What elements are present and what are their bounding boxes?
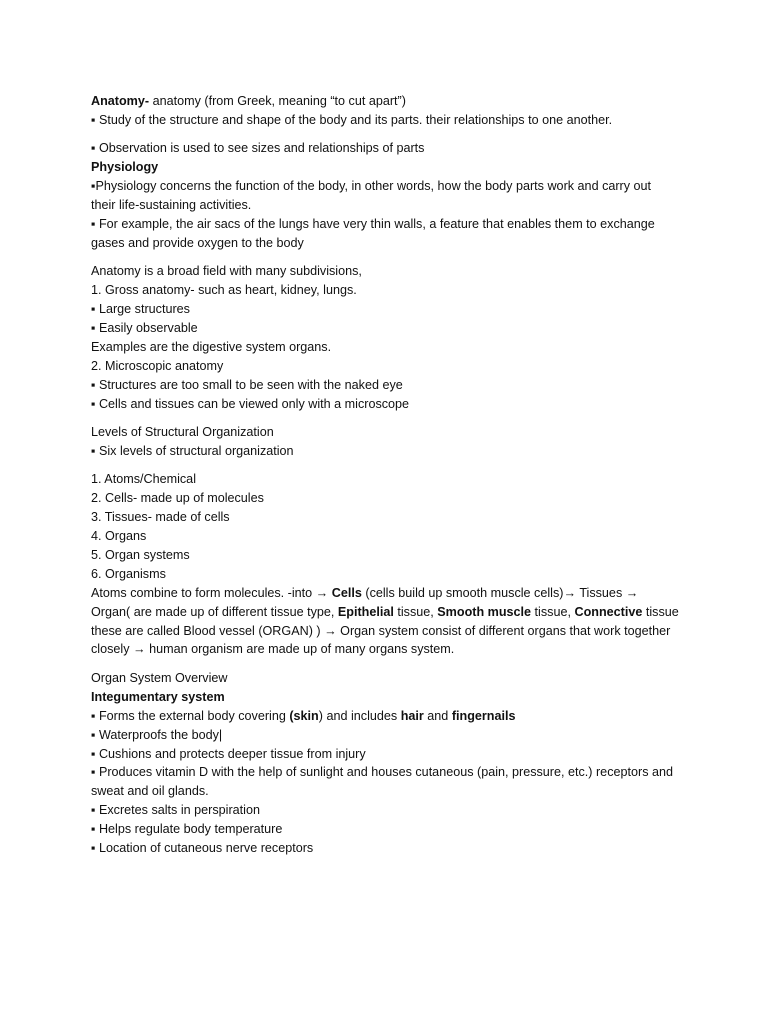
text-run: gases and provide oxygen to the body: [91, 235, 304, 250]
text-line: [91, 782, 691, 801]
text-line: [91, 527, 691, 546]
text-line: [91, 158, 691, 177]
text-line: [91, 839, 691, 858]
text-run: 3. Tissues- made of cells: [91, 510, 230, 525]
text-run: ▪ Large structures: [91, 302, 190, 317]
text-line: [91, 139, 691, 158]
text-line: [91, 234, 691, 253]
bold-text-run: fingernails: [451, 708, 516, 723]
text-line: [91, 357, 691, 376]
text-line: [91, 489, 691, 508]
text-line: [91, 508, 691, 527]
text-line: [91, 92, 691, 111]
text-line: [91, 111, 691, 130]
text-run: anatomy (from Greek, meaning “to cut apart”): [152, 94, 406, 108]
bold-text-run: Connective: [574, 604, 643, 619]
text-line: [91, 215, 691, 234]
text-run: Organ( are made up of different tissue type,: [91, 604, 338, 619]
text-run: these are called Blood vessel (ORGAN) ) → Organ system consist of different organs that work together: [91, 623, 671, 638]
text-line: [91, 640, 691, 659]
text-run: ▪ Cushions and protects deeper tissue from injury: [91, 746, 366, 761]
text-run: 2. Microscopic anatomy: [91, 358, 224, 373]
text-run: ▪ Easily observable: [91, 320, 198, 335]
bold-text-run: (skin: [289, 708, 319, 723]
text-line: [91, 546, 691, 565]
text-run: their life-sustaining activities.: [91, 198, 252, 213]
bold-text-run: Smooth muscle: [437, 604, 532, 619]
text-line: [91, 745, 691, 764]
text-run: ▪ Observation is used to see sizes and relationships of parts: [91, 141, 425, 156]
bold-text-run: Anatomy-: [91, 94, 153, 108]
text-line: [91, 603, 691, 622]
bold-text-run: Physiology: [91, 160, 159, 175]
text-run: ▪ For example, the air sacs of the lungs have very thin walls, a feature that enables them to exchange: [91, 216, 655, 231]
text-run: Examples are the digestive system organs.: [91, 339, 332, 354]
text-line: [91, 177, 691, 196]
text-line: [91, 423, 691, 442]
text-run: ▪ Forms the external body covering: [91, 708, 290, 723]
text-line: [91, 688, 691, 707]
text-line: [91, 300, 691, 319]
text-run: (cells build up smooth muscle cells)→ Tissues →: [361, 585, 639, 600]
text-line: [91, 801, 691, 820]
text-line: [91, 622, 691, 641]
text-run: ▪ Location of cutaneous nerve receptors: [91, 841, 314, 856]
text-line: [91, 726, 691, 745]
document-body: [91, 92, 691, 858]
text-run: closely → human organism are made up of many organs system.: [91, 642, 455, 657]
text-run: Levels of Structural Organization: [91, 425, 274, 439]
bold-text-run: Integumentary system: [91, 689, 225, 704]
text-run: tissue: [642, 604, 679, 619]
text-run: ▪ Study of the structure and shape of the body and its parts. their relationships to one another.: [91, 112, 613, 127]
text-run: ▪Physiology concerns the function of the body, in other words, how the body parts work and carry out: [91, 179, 652, 194]
text-line: [91, 281, 691, 300]
text-run: ▪ Produces vitamin D with the help of sunlight and houses cutaneous (pain, pressure, etc.) receptors and: [91, 765, 673, 780]
text-run: ▪ Helps regulate body temperature: [91, 822, 283, 837]
text-line: [91, 196, 691, 215]
text-run: 1. Gross anatomy- such as heart, kidney, lungs.: [91, 283, 357, 298]
text-run: 1. Atoms/Chemical: [91, 472, 196, 487]
text-line: [91, 565, 691, 584]
text-run: 6. Organisms: [91, 566, 166, 581]
text-line: [91, 442, 691, 461]
text-line: [91, 669, 691, 688]
text-run: Atoms combine to form molecules. -into →: [91, 585, 332, 600]
text-run: ▪ Waterproofs the body|: [91, 727, 223, 742]
text-run: tissue,: [393, 604, 438, 619]
text-line: [91, 395, 691, 414]
text-run: 2. Cells- made up of molecules: [91, 491, 264, 506]
text-line: [91, 707, 691, 726]
bold-text-run: hair: [400, 708, 424, 723]
text-line: [91, 763, 691, 782]
text-line: [91, 820, 691, 839]
text-run: 4. Organs: [91, 529, 147, 544]
text-run: sweat and oil glands.: [91, 784, 209, 799]
text-line: [91, 376, 691, 395]
text-run: ▪ Six levels of structural organization: [91, 443, 294, 458]
text-line: [91, 262, 691, 281]
text-run: 5. Organ systems: [91, 547, 190, 562]
text-run: Organ System Overview: [91, 670, 228, 685]
text-line: [91, 338, 691, 357]
bold-text-run: Cells: [331, 585, 362, 600]
text-run: ▪ Excretes salts in perspiration: [91, 803, 260, 818]
text-line: [91, 319, 691, 338]
bold-text-run: Epithelial: [337, 604, 394, 619]
text-run: and: [423, 708, 452, 723]
text-run: tissue,: [531, 604, 575, 619]
text-line: [91, 470, 691, 489]
text-run: ▪ Cells and tissues can be viewed only with a microscope: [91, 396, 410, 411]
text-run: ) and includes: [318, 708, 401, 723]
text-run: ▪ Structures are too small to be seen with the naked eye: [91, 377, 403, 392]
text-run: Anatomy is a broad field with many subdivisions,: [91, 264, 362, 279]
text-line: [91, 584, 691, 603]
